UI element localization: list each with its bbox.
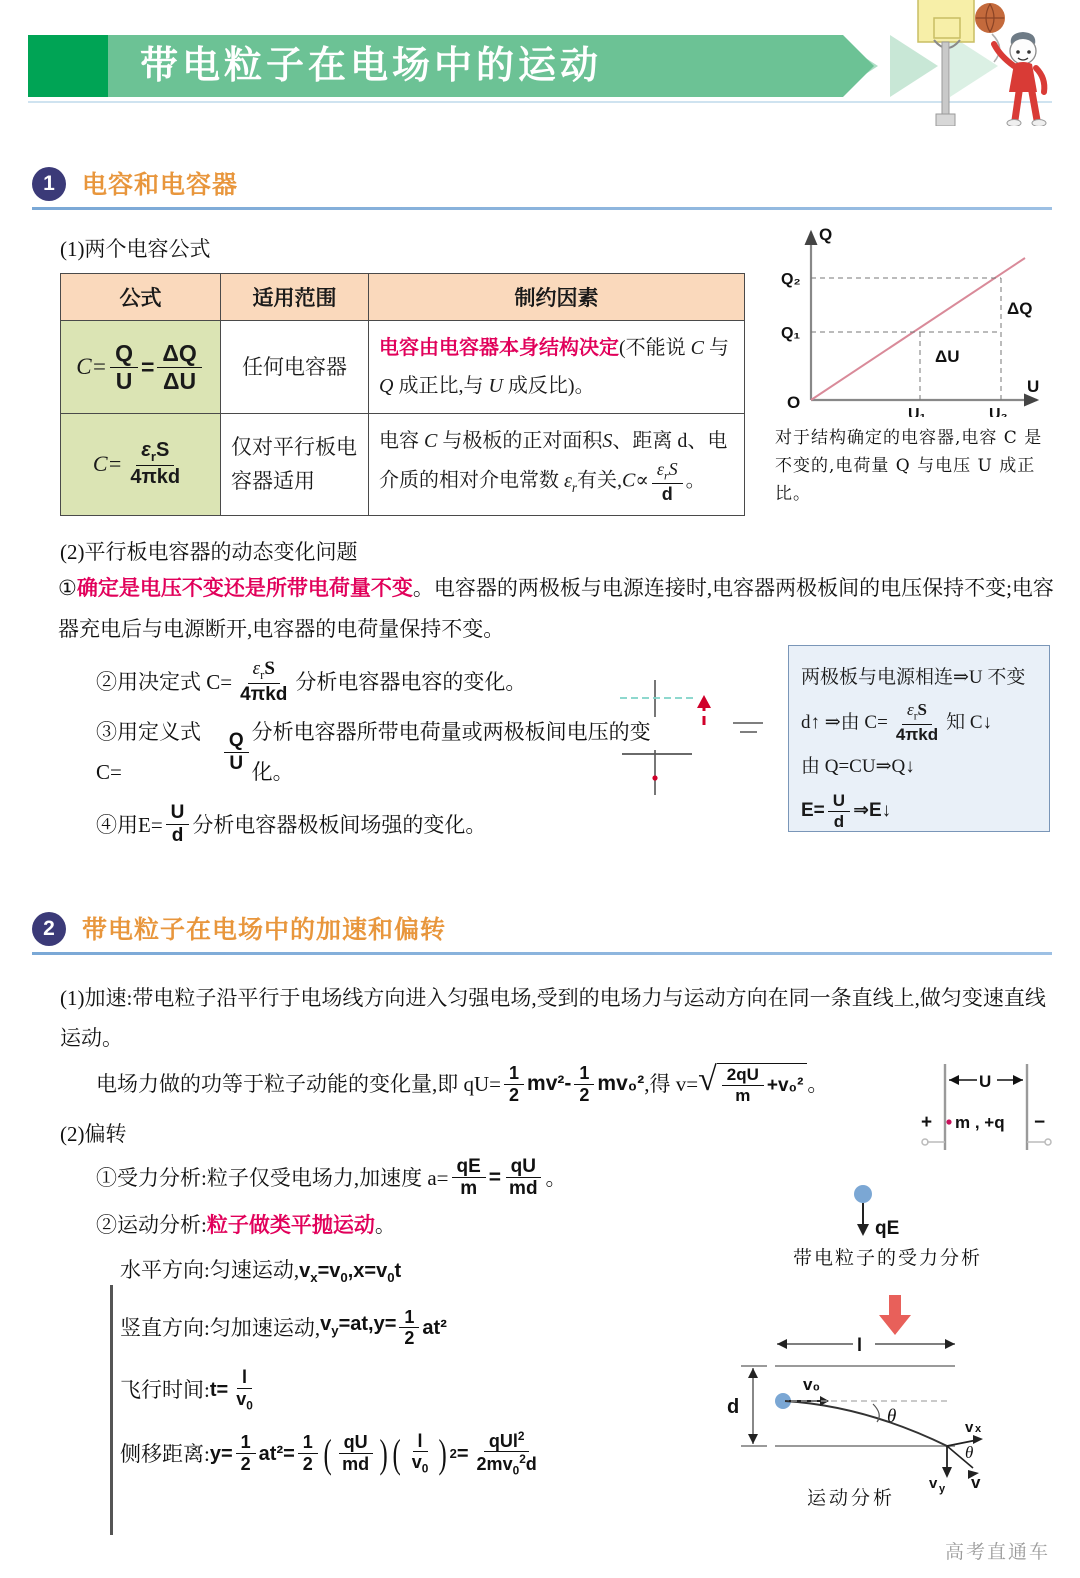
- formula1-lhs: C=: [76, 354, 108, 379]
- force-analysis-figure: [745, 1180, 1045, 1337]
- cell-formula-1: [61, 321, 221, 414]
- section-2-header: [0, 908, 1080, 960]
- svg-text:+: +: [921, 1112, 933, 1133]
- cell-factor-2: [369, 414, 745, 516]
- eq-shift-f1-num: 1: [236, 1433, 256, 1454]
- bullet2-post: 分析电容器电容的变化。: [295, 669, 527, 694]
- svg-text:v: v: [971, 1473, 981, 1492]
- deflect2-pre: ②运动分析:: [96, 1213, 207, 1238]
- bluebox-line2-pre: d↑ ⇒由 C=: [801, 711, 888, 733]
- capacitor-plates-diagram: [600, 655, 780, 815]
- bluebox-line3: 由 Q=CU⇒Q↓: [801, 755, 915, 777]
- watermark: 高考直通车: [944, 1542, 1050, 1563]
- deflect2-highlight: 粒子做类平抛运动: [206, 1214, 375, 1238]
- bullet2-pre: ②用决定式 C=: [96, 669, 233, 694]
- dynamic-bullet-2: ②用决定式 C= $\frac{\varepsilon_rS}{\text{4πkd}}$ 分析电容器电容的变化。: [96, 657, 527, 705]
- svg-text:Q₂: Q₂: [781, 271, 801, 288]
- qu-graph-caption: 对于结构确定的电容器,电容 C 是不变的,电荷量 Q 与电压 U 成正比。: [775, 428, 1043, 504]
- formula1-den2: ΔU: [163, 367, 197, 394]
- banner-accent-block: [28, 35, 108, 97]
- bullet1-marker: ①: [58, 575, 77, 600]
- accel-work-pre: 电场力做的功等于粒子动能的变化量,即 qU=: [96, 1072, 502, 1097]
- deflect1-f1-num: qE: [452, 1157, 486, 1179]
- svg-text:l: l: [857, 1335, 863, 1355]
- factor1-highlight: 电容由电容器本身结构决定: [379, 337, 619, 359]
- bullet3-num: Q: [224, 731, 249, 753]
- eq-shift-f3-num: qU: [339, 1433, 373, 1454]
- eq-shift-pre: 侧移距离:: [120, 1441, 210, 1466]
- eq-time: 飞行时间: t= $\frac{l}{v_0}$: [120, 1367, 1080, 1411]
- accel-label: (1)加速:: [60, 986, 133, 1011]
- formula1-num1: Q: [110, 341, 138, 367]
- eq-shift-exp: 2: [449, 1445, 457, 1461]
- deflect1-f2-den: md: [509, 1178, 538, 1200]
- formula1-num2: ΔQ: [157, 341, 201, 367]
- eq-shift-f4-den: $v_0$: [411, 1452, 429, 1477]
- eq-vertical: 竖直方向:匀加速运动, $v_y=at,y=$ $\frac{1}{2}$ at²: [120, 1306, 447, 1349]
- eq-shift-f5-num: qUl$^2$: [484, 1430, 530, 1453]
- svg-text:Q₁: Q₁: [781, 325, 801, 342]
- svg-text:带电粒子的受力分析: 带电粒子的受力分析: [793, 1247, 983, 1269]
- formula1-eq: =: [140, 353, 155, 380]
- factor2-c: 、距离 d、电介质的相对介电常数: [379, 430, 728, 492]
- eq-shift-f2-num: 1: [298, 1433, 318, 1454]
- factor1-var-c: C: [690, 337, 705, 359]
- accel-half-num: 1: [504, 1064, 524, 1085]
- factor1-b: 与: [704, 337, 730, 359]
- formula2-lhs: C=: [92, 451, 123, 477]
- svg-text:v: v: [929, 1475, 938, 1492]
- deflect1-f1-den: m: [460, 1178, 478, 1200]
- eq-vertical-post: at²: [422, 1316, 447, 1339]
- accel-de: ,得 v=: [644, 1072, 699, 1097]
- factor1-var-q: Q: [379, 375, 394, 397]
- bullet4-den: d: [171, 825, 184, 847]
- accel-sqrt-plus: +v₀²: [766, 1074, 804, 1096]
- accel-period: 。: [807, 1072, 829, 1097]
- qu-graph-figure: [775, 222, 1075, 508]
- dynamic-conclusion-box: [788, 645, 1050, 832]
- cell-formula-2: [61, 414, 221, 516]
- eq-shift-eq: =: [456, 1442, 469, 1465]
- factor2-var-s: S: [602, 430, 613, 452]
- section-1-badge: 1: [32, 167, 66, 201]
- dynamic-bullet-3: [96, 712, 656, 792]
- cell-factor-1: [369, 321, 745, 414]
- accel-text: 带电粒子沿平行于电场线方向进入匀强电场,受到的电场力与运动方向在同一条直线上,做匀变速直线运动。: [60, 986, 1046, 1051]
- deflect1-f2-num: qU: [506, 1157, 541, 1179]
- eq-shift-f5-den: $2mv_0^2d$: [476, 1452, 537, 1479]
- eq-vertical-pre: 竖直方向:匀加速运动,: [120, 1315, 321, 1340]
- eq-shift: 侧移距离: y= $\frac{1}{2}$ at²= $\frac{1}{2}$ ( $\frac{qU}{md}$ ) ( $\frac{l}{v_0}$ ) 2 = $\frac{qUl^2}{2mv_0^2d}$: [120, 1430, 1080, 1478]
- eq-vertical-num: 1: [399, 1308, 419, 1329]
- svg-text:v₀: v₀: [803, 1375, 821, 1394]
- subsection-1-2-label: (2)平行板电容器的动态变化问题: [60, 539, 358, 564]
- svg-text:U: U: [979, 1072, 992, 1091]
- eq-shift-f1-den: 2: [240, 1454, 251, 1475]
- svg-text:运动分析: 运动分析: [807, 1487, 896, 1509]
- bullet4-pre: ④用E=: [96, 812, 163, 837]
- paren-open-2: (: [392, 1430, 402, 1476]
- section-1-header: [0, 163, 1080, 215]
- svg-text:U: U: [1027, 377, 1040, 396]
- accel-mv2: mv²: [527, 1072, 565, 1096]
- th-factor: 制约因素: [369, 274, 745, 321]
- bullet4-num: U: [166, 803, 190, 825]
- factor1-d: 成反比)。: [502, 375, 595, 397]
- section-2-badge: 2: [32, 912, 66, 946]
- deflect1-pre: ①受力分析:粒子仅受电场力,加速度 a=: [96, 1165, 449, 1190]
- eq-shift-at2: at²=: [258, 1442, 295, 1465]
- motion-analysis-figure: [715, 1318, 1055, 1523]
- formula2-num: $\varepsilon_rS$: [136, 440, 174, 466]
- accel-minus: -: [564, 1072, 572, 1096]
- factor2-f: 。: [685, 469, 706, 492]
- factor2-e: ∝: [635, 469, 649, 492]
- accel-mv02: mv₀²: [597, 1072, 645, 1096]
- factor2-frac-num: $\varepsilon_rS$: [652, 460, 683, 484]
- acceleration-plate-diagram: [915, 1058, 1065, 1158]
- paren-close-2: ): [438, 1430, 448, 1476]
- factor2-a: 电容: [379, 430, 424, 452]
- bluebox-line4-den: d: [833, 811, 845, 831]
- equation-group-brace: [110, 1285, 113, 1535]
- section-1-title: 电容和电容器: [82, 171, 239, 199]
- eq-vertical-den: 2: [404, 1328, 415, 1349]
- svg-text:U₂: U₂: [989, 406, 1008, 417]
- page-title: 带电粒子在电场中的运动: [140, 45, 603, 87]
- subsection-1-1-label: (1)两个电容公式: [60, 237, 211, 261]
- bullet3-pre: ③用定义式 C=: [96, 720, 201, 785]
- th-formula: 公式: [61, 274, 221, 321]
- svg-text:−: −: [1034, 1112, 1046, 1133]
- formula2-den: 4πkd: [130, 466, 181, 489]
- svg-text:m , +q: m , +q: [955, 1113, 1005, 1132]
- deflect2-post: 。: [374, 1213, 396, 1238]
- svg-text:U₁: U₁: [908, 406, 927, 417]
- factor2-frac-den: d: [661, 484, 673, 505]
- qu-graph-svg: [775, 222, 1065, 417]
- eq-shift-f2-den: 2: [302, 1454, 313, 1475]
- svg-text:θ: θ: [887, 1406, 897, 1427]
- factor1-c: 成正比,与: [393, 375, 489, 397]
- page-header: [0, 0, 1080, 135]
- eq-shift-f4-num: l: [413, 1432, 428, 1453]
- svg-text:Q: Q: [819, 225, 833, 244]
- accel-half2-num: 1: [574, 1064, 594, 1085]
- cell-scope-2: 仅对平行板电容器适用: [221, 414, 369, 516]
- bullet2-den: 4πkd: [240, 683, 288, 705]
- bullet1-highlight: 确定是电压不变还是所带电荷量不变: [76, 576, 413, 600]
- accel-sqrt-num: 2qU: [722, 1066, 764, 1086]
- motion-analysis-svg: [715, 1318, 1055, 1518]
- bluebox-line4: [801, 789, 891, 833]
- table-row: [61, 321, 745, 414]
- section-2-title: 带电粒子在电场中的加速和偏转: [82, 916, 447, 945]
- svg-text:ΔU: ΔU: [935, 347, 960, 366]
- eq-time-den: $v_0$: [236, 1388, 253, 1413]
- eq-horizontal: 水平方向:匀速运动$,v_x=v_0,x=v_0t$: [120, 1258, 402, 1286]
- factor1-a: (不能说: [619, 337, 691, 359]
- svg-text:qE: qE: [875, 1218, 900, 1239]
- paren-close-1: ): [379, 1430, 388, 1476]
- svg-text:d: d: [727, 1396, 740, 1418]
- bullet3-den: U: [229, 752, 244, 774]
- bullet3-post: 分析电容器所带电荷量或两极板间电压的变化。: [251, 720, 651, 785]
- bluebox-line2: d↑ ⇒由 C= $\frac{\varepsilon_rS}{\text{4πkd}}$ 知 C↓: [801, 700, 993, 745]
- factor2-var-c2: C: [622, 469, 636, 492]
- formula1-den1: U: [115, 367, 133, 394]
- svg-text:x: x: [975, 1423, 982, 1435]
- eq-horizontal-text: 水平方向:匀速运动,: [120, 1258, 300, 1283]
- factor1-var-u: U: [488, 375, 503, 397]
- table-row: [61, 414, 745, 516]
- accel-half2-den: 2: [579, 1084, 590, 1105]
- svg-text:O: O: [787, 393, 801, 412]
- basketball-player-icon: [890, 0, 1065, 126]
- accel-sqrt-den: m: [735, 1086, 751, 1106]
- bluebox-line1: [801, 656, 1037, 700]
- deflect1-eq: =: [488, 1165, 502, 1189]
- bluebox-line2-den: 4πkd: [895, 725, 939, 745]
- deflect1-post: 。: [545, 1165, 567, 1190]
- section-2-rule: [32, 952, 1052, 955]
- bullet1-text: 。电容器的两极板与电源连接时,电容器两极板间的电压保持不变;电容器充电后与电源断开,电容器的电荷量保持不变。: [58, 575, 1054, 641]
- accel-paragraph: [60, 978, 1060, 1058]
- force-analysis-svg: [745, 1180, 1045, 1290]
- paren-open-1: (: [323, 1430, 332, 1476]
- th-scope: 适用范围: [221, 274, 369, 321]
- factor2-b: 与极板的正对面积: [437, 430, 603, 452]
- bluebox-line2-post: 知 C↓: [946, 711, 993, 733]
- bluebox-line4-pre: E=: [801, 800, 825, 822]
- factor2-var-eps: $\varepsilon_r$: [564, 469, 578, 495]
- factor2-var-c: C: [424, 430, 438, 452]
- svg-text:θ: θ: [965, 1443, 974, 1462]
- section-1-rule: [32, 207, 1052, 210]
- svg-text:v: v: [965, 1419, 974, 1436]
- bluebox-line1-text: 两极板与电源相连⇒U 不变: [801, 667, 1026, 688]
- bluebox-line4-num: U: [828, 792, 850, 812]
- eq-shift-f3-den: md: [342, 1454, 370, 1475]
- factor2-d: 有关,: [577, 469, 623, 492]
- table-header-row: [61, 274, 745, 321]
- bluebox-line4-post: ⇒E↓: [853, 800, 892, 822]
- deflect-label: (2)偏转: [60, 1121, 127, 1146]
- eq-time-num: l: [237, 1368, 252, 1389]
- accel-half-den: 2: [509, 1084, 520, 1105]
- capacitance-formula-table: [60, 273, 745, 516]
- cell-scope-1: 任何电容器: [221, 321, 369, 414]
- bullet4-post: 分析电容器极板间场强的变化。: [192, 812, 487, 837]
- sqrt-icon: √: [698, 1060, 717, 1098]
- dynamic-bullet-1: [58, 568, 1058, 649]
- svg-text:y: y: [939, 1483, 946, 1495]
- eq-time-pre: 飞行时间:: [120, 1377, 210, 1402]
- svg-text:ΔQ: ΔQ: [1007, 299, 1033, 318]
